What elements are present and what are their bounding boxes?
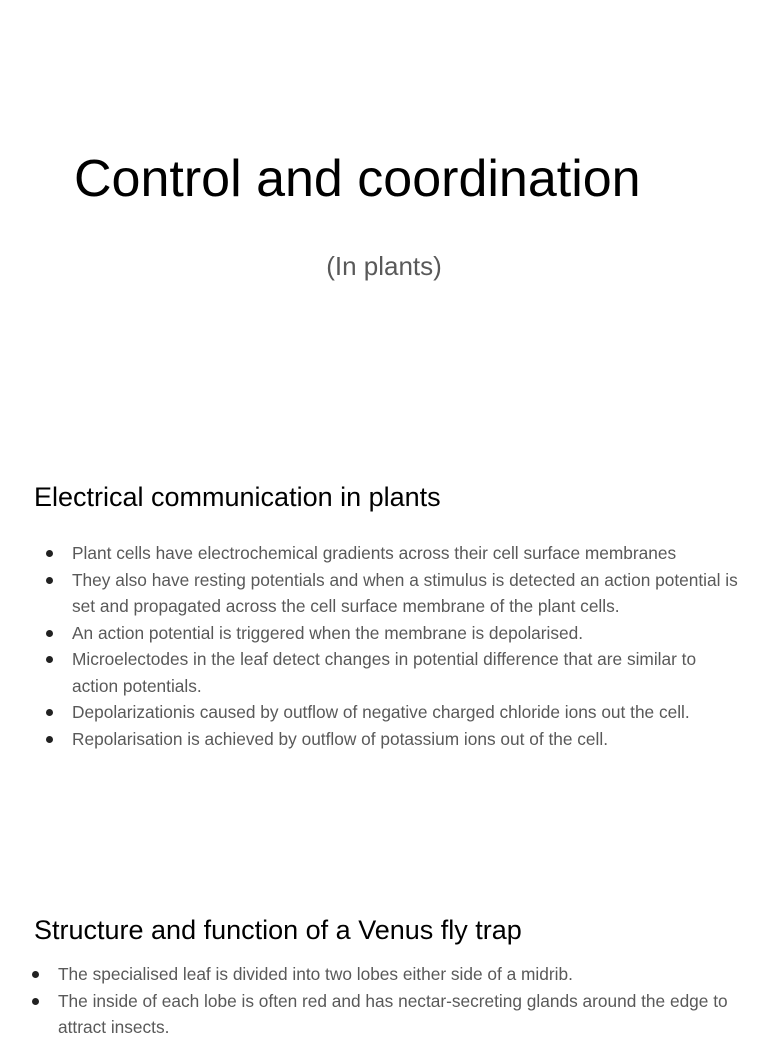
list-item-text: Plant cells have electrochemical gradients across their cell surface membranes	[72, 543, 677, 563]
bullet-icon	[46, 550, 53, 557]
bullet-icon	[32, 971, 39, 978]
slide-subtitle: (In plants)	[326, 251, 442, 281]
list-item	[72, 540, 742, 567]
section-heading-venus-fly-trap: Structure and function of a Venus fly trap	[34, 915, 522, 945]
bullet-icon	[46, 630, 53, 637]
list-item-text: Repolarisation is achieved by outflow of potassium ions out of the cell.	[72, 728, 609, 749]
slide-title: Control and coordination	[74, 150, 641, 208]
list-item-text: An action potential is triggered when the membrane is depolarised.	[72, 622, 584, 643]
bullet-icon	[46, 656, 53, 663]
list-item-text: They also have resting potentials and when a stimulus is detected an action potential is set and propagated across the cell surface membrane of the plant cells.	[72, 569, 738, 616]
bullet-icon	[32, 998, 39, 1005]
list-item	[58, 961, 748, 988]
list-item-text: Depolarizationis caused by outflow of negative charged chloride ions out the cell.	[72, 702, 690, 722]
bullet-icon	[46, 709, 53, 716]
list-item-text: Microelectodes in the leaf detect changes in potential difference that are similar to action potentials.	[72, 649, 697, 696]
list-item-text: The specialised leaf is divided into two lobes either side of a midrib.	[58, 964, 573, 984]
list-item	[72, 620, 742, 647]
list-item	[58, 988, 748, 1041]
list-item	[72, 646, 742, 699]
list-item	[72, 699, 742, 726]
bullet-list-electrical	[72, 540, 742, 752]
list-item	[72, 567, 742, 620]
bullet-icon	[46, 736, 53, 743]
bullet-list-venus-fly-trap	[58, 961, 748, 1041]
bullet-icon	[46, 577, 53, 584]
section-heading-electrical: Electrical communication in plants	[34, 482, 441, 512]
list-item-text: The inside of each lobe is often red and has nectar-secreting glands around the edge to attract insects.	[58, 990, 728, 1037]
list-item	[72, 726, 742, 753]
